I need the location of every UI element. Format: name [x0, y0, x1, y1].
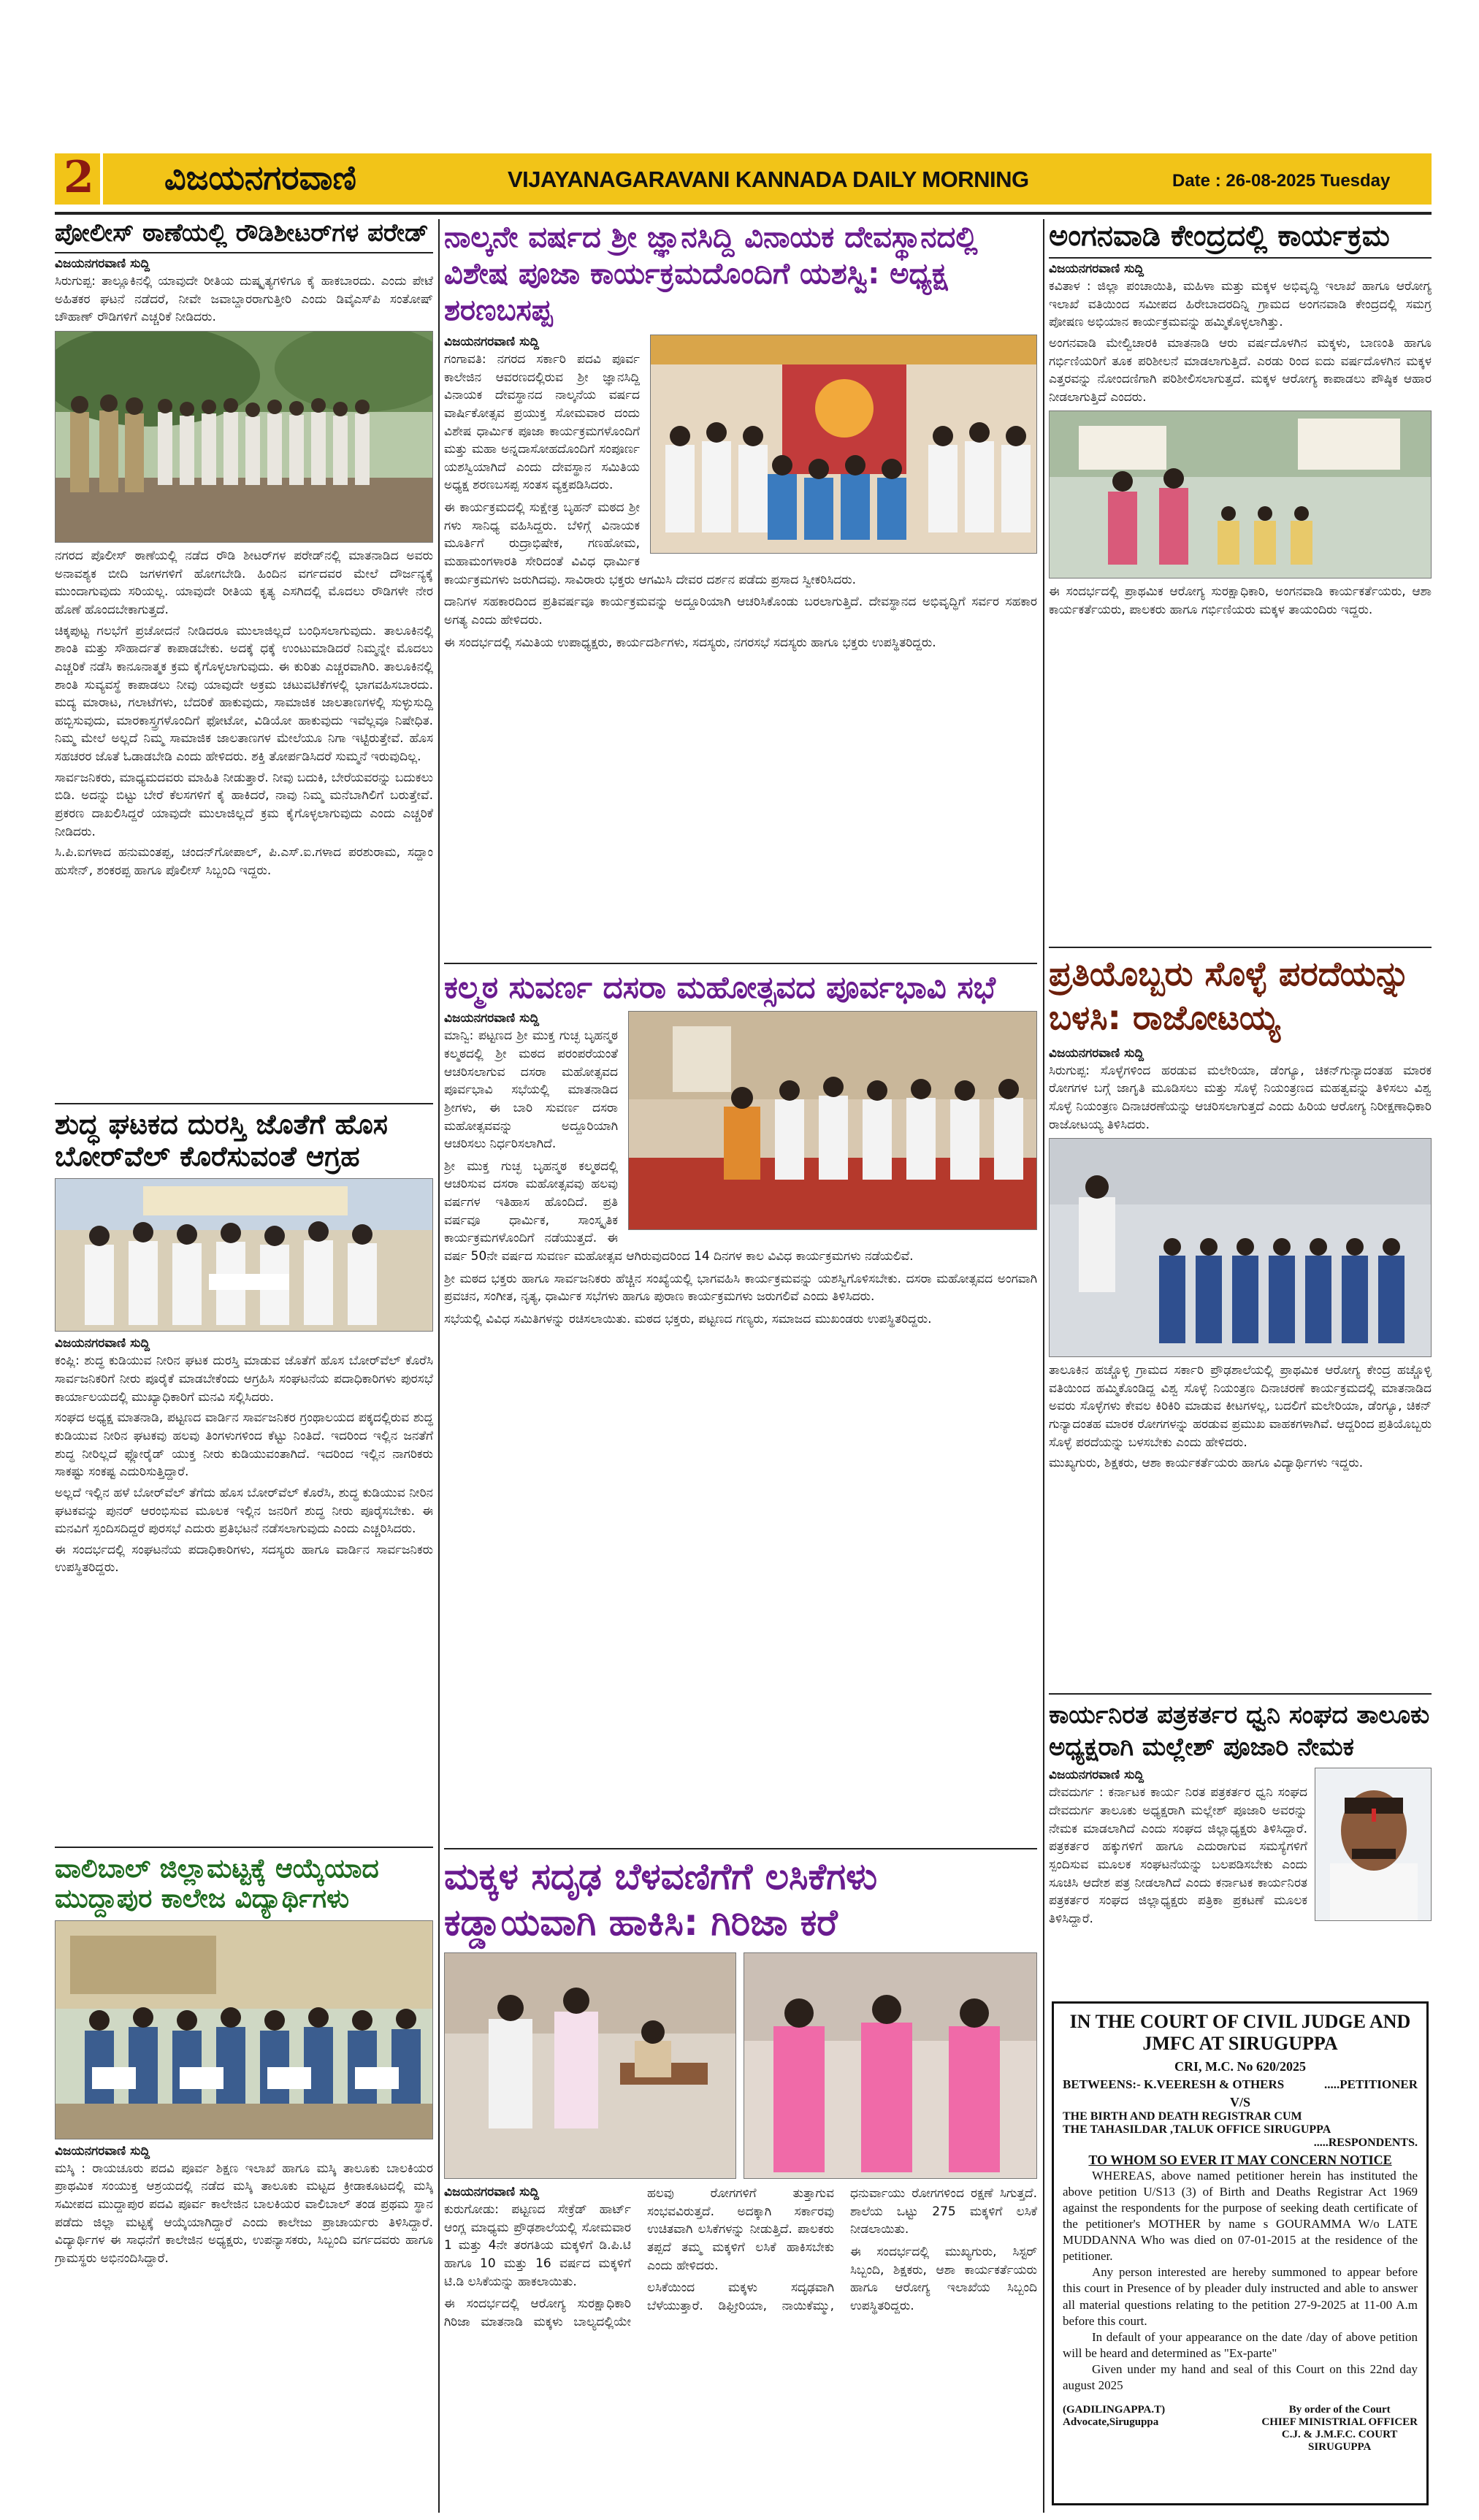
- headline-rule: [1049, 257, 1432, 259]
- headline-anganwadi: ಅಂಗನವಾಡಿ ಕೇಂದ್ರದಲ್ಲಿ ಕಾರ್ಯಕ್ರಮ: [1049, 219, 1390, 253]
- paragraph: ಸಭೆಯಲ್ಲಿ ವಿವಿಧ ಸಮಿತಿಗಳನ್ನು ರಚಿಸಲಾಯಿತು. ಮಠದ ಭಕ್ತರು, ಪಟ್ಟಣದ ಗಣ್ಯರು, ಸಮಾಜದ ಮುಖಂಡರು ಉಪಸ್ಥಿತರಿದ್ದರು.: [444, 1311, 932, 1326]
- photo-borewell-image: [56, 1179, 433, 1332]
- byline: ವಿಜಯನಗರವಾಣಿ ಸುದ್ದಿ: [55, 256, 150, 272]
- masthead-tagline: VIJAYANAGARAVANI KANNADA DAILY MORNING: [508, 167, 1029, 192]
- case-number: CRI, M.C. No 620/2025: [1174, 2058, 1306, 2074]
- article-dasara: [444, 970, 1037, 1847]
- photo-anganwadi-image: [1050, 411, 1432, 579]
- byline: ವಿಜಯನಗರವಾಣಿ ಸುದ್ದಿ: [444, 2185, 540, 2199]
- paragraph: ಸಿರುಗುಪ್ಪ: ಸೊಳ್ಳೆಗಳಿಂದ ಹರಡುವ ಮಲೇರಿಯಾ, ಡೆಂಗ್ಯೂ, ಚಿಕನ್‌ಗುನ್ಯಾದಂತಹ ಮಾರಕ ರೋಗಗಳ ಬಗ್ಗೆ ಜಾಗೃತಿ ಮೂಡಿಸಲು ಮತ್ತು ಸೊಳ್ಳೆ ನಿಯಂತ್ರಣದ ಮಹತ್ವವನ್ನು ತಿಳಿಸಲು ವಿಶ್ವ ಸೊಳ್ಳೆ ನಿಯಂತ್ರಣ ದಿನಾಚರಣೆಯನ್ನು ಆಚರಿಸಲಾಗುತ್ತದೆ ಎಂದು ಹಿರಿಯ ಆರೋಗ್ಯ ನಿರೀಕ್ಷಣಾಧಿಕಾರಿ ರಾಜೋಟಯ್ಯ ತಿಳಿಸಿದರು.: [1049, 1063, 1432, 1132]
- article-mosquito: [1049, 952, 1432, 1690]
- between-label: BETWEENS:-: [1063, 2077, 1141, 2091]
- photo-police-parade-image: [56, 332, 433, 543]
- notice-paragraph: Any person interested are hereby summoned to appear before this court in Presence of by pleader duly instructed and able to answer all material questions relating to the petition 27-9-2025 at 11-00 A.m before this court.: [1063, 2265, 1418, 2328]
- notice-paragraph: WHEREAS, above named petitioner herein has instituted the above petition U/S13 (3) of Birth and Deaths Registrar Act 1969 against the respondents for the purpose of seeking death certificate of the petitioner's MOTHER by name s GOURAMMA W/o LATE MUDDANNA Who was died on 07-01-2015 at the residence of the petitioner.: [1063, 2168, 1418, 2264]
- byline: ವಿಜಯನಗರವಾಣಿ ಸುದ್ದಿ: [55, 1336, 150, 1351]
- column-rule-left: [438, 219, 440, 2513]
- photo-borewell-memorandum: [55, 1178, 433, 1332]
- signature-block: [1063, 2404, 1418, 2454]
- photo-ganesha-puja: [650, 335, 1037, 554]
- paragraph: ಈ ಸಂದರ್ಭದಲ್ಲಿ ಪ್ರಾಥಮಿಕ ಆರೋಗ್ಯ ಸುರಕ್ಷಾಧಿಕಾರಿ, ಅಂಗನವಾಡಿ ಕಾರ್ಯಕರ್ತೆಯರು, ಆಶಾ ಕಾರ್ಯಕರ್ತೆಯರು, ಪಾಲಕರು ಹಾಗೂ ಗರ್ಭಿಣಿಯರು ಮಕ್ಕಳ ತಾಯಂದಿರು ಇದ್ದರು.: [1049, 584, 1432, 618]
- byline: ವಿಜಯನಗರವಾಣಿ ಸುದ್ದಿ: [55, 2143, 150, 2158]
- photo-dasara-meeting: [628, 1011, 1037, 1230]
- article-journalist: [1049, 1699, 1432, 1998]
- paragraph: ತಾಲೂಕಿನ ಹಚ್ಚೊಳ್ಳಿ ಗ್ರಾಮದ ಸರ್ಕಾರಿ ಪ್ರೌಢಶಾಲೆಯಲ್ಲಿ ಪ್ರಾಥಮಿಕ ಆರೋಗ್ಯ ಕೇಂದ್ರ ಹಚ್ಚೊಳ್ಳಿ ವತಿಯಿಂದ ಹಮ್ಮಿಕೊಂಡಿದ್ದ ವಿಶ್ವ ಸೊಳ್ಳೆ ನಿಯಂತ್ರಣ ದಿನಾಚರಣೆ ಕಾರ್ಯಕ್ರಮದಲ್ಲಿ ಮಾತನಾಡಿದ ಅವರು ಸೊಳ್ಳೆಗಳು ಕೇವಲ ಕಿರಿಕಿರಿ ಮಾಡುವ ಕೀಟಗಳಲ್ಲ, ಬದಲಿಗೆ ಮಲೇರಿಯಾ, ಡೆಂಗ್ಯೂ, ಚಿಕನ್ ಗುನ್ಯಾದಂತಹ ಮಾರಕ ರೋಗಗಳನ್ನು ಹರಡುವ ಪ್ರಮುಖ ವಾಹಕಗಳಾಗಿವೆ. ಆದ್ದರಿಂದ ಪ್ರತಿಯೊಬ್ಬರು ಸೊಳ್ಳೆ ಪರದೆಯನ್ನು ಬಳಸಬೇಕು ಎಂದು ಹೇಳಿದರು.: [1049, 1363, 1432, 1450]
- article-police: [55, 219, 433, 1096]
- photo-volleyball-image: [56, 1921, 433, 2139]
- order-block: [1261, 2404, 1418, 2454]
- paragraph: ಶ್ರೀ ಮುಕ್ತ ಗುಚ್ಛ ಬೃಹನ್ಮಠ ಕಲ್ಮಠದಲ್ಲಿ ಆಚರಿಸುವ ದಸರಾ ಮಹೋತ್ಸವವು ಹಲವು ವರ್ಷಗಳ ಇತಿಹಾಸ ಹೊಂದಿದೆ. ಪ್ರತಿ ವರ್ಷವೂ ಧಾರ್ಮಿಕ, ಸಾಂಸ್ಕೃತಿಕ ಕಾರ್ಯಕ್ರಮಗಳೊಂದಿಗೆ ನಡೆಯುತ್ತದೆ. ಈ ವರ್ಷ 50ನೇ ವರ್ಷದ ಸುವರ್ಣ ಮಹೋತ್ಸವ ಆಗಿರುವುದರಿಂದ 14 ದಿನಗಳ ಕಾಲ ವಿವಿಧ ಕಾರ್ಯಕ್ರಮಗಳು ನಡೆಯಲಿವೆ.: [444, 1158, 914, 1264]
- notice-heading: TO WHOM SO EVER IT MAY CONCERN NOTICE: [1088, 2152, 1392, 2167]
- headline-borewell: ಶುದ್ಧ ಘಟಕದ ದುರಸ್ತಿ ಜೊತೆಗೆ ಹೊಸ ಬೋರ್‌ವೆಲ್ ಕೊರೆಸುವಂತೆ ಆಗ್ರಹ: [55, 1109, 388, 1172]
- paragraph: ಲಸಿಕೆಯಿಂದ ಮಕ್ಕಳು ಸದೃಢವಾಗಿ ಬೆಳೆಯುತ್ತಾರೆ. ಡಿಫ್ತೀರಿಯಾ, ನಾಯಿಕೆಮ್ಮು, ಧನುರ್ವಾಯು ರೋಗಗಳಿಂದ ರಕ್ಷಣೆ ಸಿಗುತ್ತದೆ. ಶಾಲೆಯ ಒಟ್ಟು 275 ಮಕ್ಕಳಿಗೆ ಲಸಿಕೆ ನೀಡಲಾಯಿತು.: [647, 2186, 1037, 2313]
- paragraph: ಕುರುಗೋಡು: ಪಟ್ಟಣದ ಸೇಕ್ರೆಡ್ ಹಾರ್ಟ್ ಆಂಗ್ಲ ಮಾಧ್ಯಮ ಪ್ರೌಢಶಾಲೆಯಲ್ಲಿ ಸೋಮವಾರ 1 ಮತ್ತು 4ನೇ ತರಗತಿಯ ಮಕ್ಕಳಿಗೆ ಡಿ.ಪಿ.ಟಿ ಹಾಗೂ 10 ಮತ್ತು 16 ವರ್ಷದ ಮಕ್ಕಳಿಗೆ ಟಿ.ಡಿ ಲಸಿಕೆಯನ್ನು ಹಾಕಲಾಯಿತು.: [444, 2202, 631, 2289]
- paragraph: ಸಿ.ಪಿ.ಐಗಳಾದ ಹನುಮಂತಪ್ಪ, ಚಂದನ್‌ಗೋಪಾಲ್, ಪಿ.ಎಸ್.ಐ.ಗಳಾದ ಪರಶುರಾಮ, ಸದ್ದಾಂ ಹುಸೇನ್, ಶಂಕರಪ್ಪ ಹಾಗೂ ಪೊಲೀಸ್ ಸಿಬ್ಬಂದಿ ಇದ್ದರು.: [55, 845, 433, 878]
- paragraph: ಮಾನ್ವಿ: ಪಟ್ಟಣದ ಶ್ರೀ ಮುಕ್ತ ಗುಚ್ಛ ಬೃಹನ್ಮಠ ಕಲ್ಮಠದಲ್ಲಿ ಶ್ರೀ ಮಠದ ಪರಂಪರೆಯಂತೆ ಆಚರಿಸಲಾಗುವ ದಸರಾ ಮಹೋತ್ಸವದ ಪೂರ್ವಭಾವಿ ಸಭೆಯಲ್ಲಿ ಮಾತನಾಡಿದ ಶ್ರೀಗಳು, ಈ ಬಾರಿ ಸುವರ್ಣ ದಸರಾ ಮಹೋತ್ಸವವನ್ನು ಅದ್ದೂರಿಯಾಗಿ ಆಚರಿಸಲು ನಿರ್ಧರಿಸಲಾಗಿದೆ.: [444, 1028, 618, 1152]
- paragraph: ಈ ಸಂದರ್ಭದಲ್ಲಿ ಸಮಿತಿಯ ಉಪಾಧ್ಯಕ್ಷರು, ಕಾರ್ಯದರ್ಶಿಗಳು, ಸದಸ್ಯರು, ನಗರಸಭೆ ಸದಸ್ಯರು ಹಾಗೂ ಭಕ್ತರು ಉಪಸ್ಥಿತರಿದ್ದರು.: [444, 635, 936, 650]
- versus: V/S: [1229, 2094, 1250, 2109]
- photo-vaccine-nurses-image: [744, 1953, 1037, 2179]
- order-line: CHIEF MINISTRIAL OFFICER: [1261, 2416, 1418, 2429]
- order-line: By order of the Court: [1288, 2404, 1391, 2416]
- paragraph: ಸಂಘದ ಅಧ್ಯಕ್ಷ ಮಾತನಾಡಿ, ಪಟ್ಟಣದ ವಾರ್ಡಿನ ಸಾರ್ವಜನಿಕರ ಗ್ರಂಥಾಲಯದ ಪಕ್ಕದಲ್ಲಿರುವ ಶುದ್ಧ ಕುಡಿಯುವ ನೀರಿನ ಘಟಕವು ಹಲವು ತಿಂಗಳುಗಳಿಂದ ಕೆಟ್ಟು ನಿಂತಿದೆ. ಇದರಿಂದ ಇಲ್ಲಿನ ಜನತೆಗೆ ಶುದ್ಧ ನೀರಿಲ್ಲದೆ ಫ್ಲೋರೈಡ್ ಯುಕ್ತ ನೀರು ಕುಡಿಯುವಂತಾಗಿದೆ. ಇದರಿಂದ ಇಲ್ಲಿನ ನಾಗರಿಕರು ಸಾಕಷ್ಟು ಸಂಕಷ್ಟ ಎದುರಿಸುತ್ತಿದ್ದಾರೆ.: [55, 1410, 433, 1480]
- byline: ವಿಜಯನಗರವಾಣಿ ಸುದ್ದಿ: [1049, 1045, 1144, 1061]
- paragraph: ಮಸ್ಕಿ : ರಾಯಚೂರು ಪದವಿ ಪೂರ್ವ ಶಿಕ್ಷಣ ಇಲಾಖೆ ಹಾಗೂ ಮಸ್ಕಿ ತಾಲೂಕು ಬಾಲಕಿಯರ ಪ್ರಾಥಮಿಕ ಸಂಯುಕ್ತ ಆಶ್ರಯದಲ್ಲಿ ನಡೆದ ಮಸ್ಕಿ ತಾಲೂಕು ಮಟ್ಟದ ಕ್ರೀಡಾಕೂಟದಲ್ಲಿ ಮಸ್ಕಿ ಸಮೀಪದ ಮುದ್ದಾಪುರ ಪದವಿ ಪೂರ್ವ ಕಾಲೇಜಿನ ಬಾಲಕಿಯರ ವಾಲಿಬಾಲ್ ತಂಡ ಪ್ರಥಮ ಸ್ಥಾನ ಪಡೆದು ಜಿಲ್ಲಾ ಮಟ್ಟಕ್ಕೆ ಆಯ್ಕೆಯಾಗಿದ್ದಾರೆ ಎಂದು ಕಾಲೇಜು ಪ್ರಾಚಾರ್ಯರು ತಿಳಿಸಿದ್ದಾರೆ. ವಿದ್ಯಾರ್ಥಿಗಳ ಈ ಸಾಧನೆಗೆ ಕಾಲೇಜಿನ ಅಧ್ಯಕ್ಷರು, ಉಪನ್ಯಾಸಕರು, ಸಿಬ್ಬಂದಿ ವರ್ಗದವರು ಹಾಗೂ ಗ್ರಾಮಸ್ಥರು ಅಭಿನಂದಿಸಿದ್ದಾರೆ.: [55, 2161, 433, 2266]
- masthead-logo: ವಿಜಯನಗರವಾಣಿ: [164, 158, 356, 197]
- headline-journalist: ಕಾರ್ಯನಿರತ ಪತ್ರಕರ್ತರ ಧ್ವನಿ ಸಂಘದ ತಾಲೂಕು ಅಧ್ಯಕ್ಷರಾಗಿ ಮಲ್ಲೇಶ್ ಪೂಜಾರಿ ನೇಮಕ: [1049, 1700, 1430, 1763]
- paragraph: ಕಂಪ್ಲಿ: ಶುದ್ಧ ಕುಡಿಯುವ ನೀರಿನ ಘಟಕ ದುರಸ್ತಿ ಮಾಡುವ ಜೊತೆಗೆ ಹೊಸ ಬೋರ್‌ವೆಲ್ ಕೊರೆಸಿ ಸಾರ್ವಜನಿಕರಿಗೆ ನೀರು ಪೂರೈಕೆ ಮಾಡಬೇಕೆಂದು ಆಗ್ರಹಿಸಿ ಸಂಘಟನೆಯ ಪದಾಧಿಕಾರಿಗಳು ಪುರಸಭೆ ಕಾರ್ಯಾಲಯದಲ್ಲಿ ಮುಖ್ಯಾಧಿಕಾರಿಗೆ ಮನವಿ ಸಲ್ಲಿಸಿದರು.: [55, 1353, 433, 1405]
- photo-dasara-image: [629, 1012, 1037, 1230]
- section-divider: [55, 1103, 433, 1104]
- byline: ವಿಜಯನಗರವಾಣಿ ಸುದ್ದಿ: [1049, 1768, 1144, 1783]
- petitioner-label: .....PETITIONER: [1324, 2077, 1418, 2091]
- photo-anganwadi: [1049, 411, 1432, 579]
- paragraph: ಶ್ರೀ ಮಠದ ಭಕ್ತರು ಹಾಗೂ ಸಾರ್ವಜನಿಕರು ಹೆಚ್ಚಿನ ಸಂಖ್ಯೆಯಲ್ಲಿ ಭಾಗವಹಿಸಿ ಕಾರ್ಯಕ್ರಮವನ್ನು ಯಶಸ್ವಿಗೊಳಿಸಬೇಕು. ದಸರಾ ಮಹೋತ್ಸವದ ಅಂಗವಾಗಿ ಪ್ರವಚನ, ಸಂಗೀತ, ನೃತ್ಯ, ಧಾರ್ಮಿಕ ಸಭೆಗಳು ಹಾಗೂ ಪುರಾಣ ಕಾರ್ಯಕ್ರಮಗಳು ಜರುಗಲಿವೆ ಎಂದು ತಿಳಿಸಿದರು.: [444, 1271, 1037, 1305]
- vaccine-body: [444, 2185, 1037, 2331]
- respondent-label: .....RESPONDENTS.: [1313, 2136, 1418, 2149]
- section-divider: [55, 1847, 433, 1848]
- paragraph: ಸಿರುಗುಪ್ಪ: ತಾಲ್ಲೂಕಿನಲ್ಲಿ ಯಾವುದೇ ರೀತಿಯ ದುಷ್ಕೃತ್ಯಗಳಿಗೂ ಕೈ ಹಾಕಬಾರದು. ಎಂದು ಪೇಟೆ ಅಹಿತಕರ ಘಟನೆ ನಡೆದರೆ, ನೀವೇ ಜವಾಬ್ದಾರರಾಗುತ್ತೀರಿ ಎಂದು ಡಿವೈಎಸ್‌ಪಿ ಸಂತೋಷ್ ಚೌಹಾಣ್ ರೌಡಿಗಳಿಗೆ ಎಚ್ಚರಿಕೆ ನೀಡಿದರು.: [55, 274, 433, 325]
- photo-vaccine-school: [444, 1952, 736, 2179]
- photo-police-parade: [55, 331, 433, 543]
- article-volleyball: [55, 1854, 433, 2511]
- paragraph: ಅಲ್ಲದೆ ಇಲ್ಲಿನ ಹಳೆ ಬೋರ್‌ವೆಲ್ ತೆಗೆದು ಹೊಸ ಬೋರ್‌ವೆಲ್ ಕೊರೆಸಿ, ಶುದ್ಧ ಕುಡಿಯುವ ನೀರಿನ ಘಟಕವನ್ನು ಪುನರ್ ಆರಂಭಿಸುವ ಮೂಲಕ ಇಲ್ಲಿನ ಜನರಿಗೆ ಶುದ್ಧ ನೀರು ಪೂರೈಸಬೇಕು. ಈ ಮನವಿಗೆ ಸ್ಪಂದಿಸದಿದ್ದರೆ ಪುರಸಭೆ ಎದುರು ಪ್ರತಿಭಟನೆ ನಡೆಸಲಾಗುವುದು ಎಂದು ಎಚ್ಚರಿಸಿದರು.: [55, 1485, 433, 1537]
- photo-vaccine-school-image: [445, 1953, 736, 2179]
- article-anganwadi: [1049, 219, 1432, 942]
- paragraph: ಮುಖ್ಯಗುರು, ಶಿಕ್ಷಕರು, ಆಶಾ ಕಾರ್ಯಕರ್ತೆಯರು ಹಾಗೂ ವಿದ್ಯಾರ್ಥಿಗಳು ಇದ್ದರು.: [1049, 1456, 1364, 1471]
- paragraph: ಗಂಗಾವತಿ: ನಗರದ ಸರ್ಕಾರಿ ಪದವಿ ಪೂರ್ವ ಕಾಲೇಜಿನ ಆವರಣದಲ್ಲಿರುವ ಶ್ರೀ ಜ್ಞಾನಸಿದ್ದಿ ವಿನಾಯಕ ದೇವಸ್ಥಾನದ ನಾಲ್ಕನೆಯ ವರ್ಷದ ವಾರ್ಷಿಕೋತ್ಸವ ಪ್ರಯುಕ್ತ ಸೋಮವಾರ ದಂದು ವಿಶೇಷ ಧಾರ್ಮಿಕ ಪೂಜಾ ಕಾರ್ಯಕ್ರಮಗಳೊಂದಿಗೆ ಮತ್ತು ಮಹಾ ಅನ್ನದಾಸೋಹದೊಂದಿಗೆ ಸಂಪೂರ್ಣ ಯಶಸ್ವಿಯಾಗಿದೆ ಎಂದು ದೇವಸ್ಥಾನ ಸಮಿತಿಯ ಅಧ್ಯಕ್ಷ ಶರಣಬಸಪ್ಪ ಸಂತಸ ವ್ಯಕ್ತಪಡಿಸಿದರು.: [444, 352, 640, 493]
- headline-mosquito: ಪ್ರತಿಯೊಬ್ಬರು ಸೊಳ್ಳೆ ಪರದೆಯನ್ನು ಬಳಸಿ: ರಾಜೋಟಯ್ಯ: [1049, 954, 1410, 1037]
- headline-dasara: ಕಲ್ಮಠ ಸುವರ್ಣ ದಸರಾ ಮಹೋತ್ಸವದ ಪೂರ್ವಭಾವಿ ಸಭೆ: [444, 970, 996, 1005]
- portrait-image: [1315, 1768, 1432, 1921]
- byline: ವಿಜಯನಗರವಾಣಿ ಸುದ್ದಿ: [1049, 261, 1144, 276]
- advocate-name: (GADILINGAPPA.T): [1063, 2404, 1166, 2416]
- photo-vaccine-nurses: [744, 1952, 1037, 2179]
- paragraph: ನಗರದ ಪೊಲೀಸ್ ಠಾಣೆಯಲ್ಲಿ ನಡೆದ ರೌಡಿ ಶೀಟರ್‌ಗಳ ಪರೇಡ್‌ನಲ್ಲಿ ಮಾತನಾಡಿದ ಅವರು ಅನಾವಶ್ಯಕ ಬೀದಿ ಜಗಳಗಳಿಗೆ ಹೋಗಬೇಡಿ. ಹಿಂದಿನ ವರ್ಗದವರ ಮೇಲೆ ದೌರ್ಜನ್ಯಕ್ಕೆ ಮುಂದಾಗುವುದು ಸರಿಯಲ್ಲ. ಯಾವುದೇ ರೀತಿಯ ಕೃತ್ಯ ಎಸಗಿದಲ್ಲಿ ಮೊದಲು ರೌಡಿಗಳೇ ನೇರ ಹೊಣೆ ಹೊಂದಬೇಕಾಗುತ್ತದೆ.: [55, 549, 433, 617]
- paragraph: ದೇವದುರ್ಗ : ಕರ್ನಾಟಕ ಕಾರ್ಯ ನಿರತ ಪತ್ರಕರ್ತರ ಧ್ವನಿ ಸಂಘದ ದೇವದುರ್ಗ ತಾಲೂಕು ಅಧ್ಯಕ್ಷರಾಗಿ ಮಲ್ಲೇಶ್ ಪೂಜಾರಿ ಅವರನ್ನು ನೇಮಕ ಮಾಡಲಾಗಿದೆ ಎಂದು ಸಂಘದ ಜಿಲ್ಲಾಧ್ಯಕ್ಷರು ತಿಳಿಸಿದ್ದಾರೆ. ಪತ್ರಕರ್ತರ ಹಕ್ಕುಗಳಿಗೆ ಹಾಗೂ ಎದುರಾಗುವ ಸಮಸ್ಯೆಗಳಿಗೆ ಸ್ಪಂದಿಸುವ ಮೂಲಕ ಸಂಘಟನೆಯನ್ನು ಬಲಪಡಿಸಬೇಕು ಎಂದು ಸೂಚಿಸಿ ಆದೇಶ ಪತ್ರ ನೀಡಲಾಗಿದೆ ಎಂದು ಕರ್ನಾಟಕ ಕಾರ್ಯನಿರತ ಪತ್ರಕರ್ತರ ಸಂಘದ ಜಿಲ್ಲಾಧ್ಯಕ್ಷರು ಪತ್ರಿಕಾ ಪ್ರಕಟಣೆ ಮೂಲಕ ತಿಳಿಸಿದ್ದಾರೆ.: [1049, 1785, 1307, 1926]
- masthead: [55, 153, 1432, 205]
- paragraph: ಚಿಕ್ಕಪುಟ್ಟ ಗಲಭೆಗೆ ಪ್ರಚೋದನೆ ನೀಡಿದರೂ ಮುಲಾಜಿಲ್ಲದೆ ಬಂಧಿಸಲಾಗುವುದು. ತಾಲೂಕಿನಲ್ಲಿ ಶಾಂತಿ ಮತ್ತು ಸೌಹಾರ್ದತೆ ಕಾಪಾಡಬೇಕು. ಅದಕ್ಕೆ ಧಕ್ಕೆ ಉಂಟುಮಾಡಿದರೆ ನಿಮ್ಮನ್ನೇ ಮೊದಲು ಎಚ್ಚರಿಕೆ ನಡೆಸಿ ಕಾನೂನಾತ್ಮಕ ಕ್ರಮ ಕೈಗೊಳ್ಳಲಾಗುವುದು. ಈ ಕುರಿತು ಎಚ್ಚರವಾಗಿರಿ. ತಾಲೂಕಿನಲ್ಲಿ ಶಾಂತಿ ಸುವ್ಯವಸ್ಥೆ ಕಾಪಾಡಲು ನೀವು ಯಾವುದೇ ಅಕ್ರಮ ಚಟುವಟಿಕೆಗಳಲ್ಲಿ ಭಾಗವಹಿಸಬಾರದು. ಮದ್ಯ ಮಾರಾಟ, ಗಲಾಟೆಗಳು, ಬೆದರಿಕೆ ಹಾಕುವುದು, ಸಾಮಾಜಿಕ ಜಾಲತಾಣಗಳಲ್ಲಿ ಸುಳ್ಳುಸುದ್ದಿ ಹಬ್ಬಿಸುವುದು, ಮಾರಕಾಸ್ತ್ರಗಳೊಂದಿಗೆ ಫೋಟೋ, ವಿಡಿಯೋ ಹಾಕುವುದು ಇವೆಲ್ಲವೂ ನಿಷೇಧಿತ. ನಿಮ್ಮ ಮೇಲೆ ಅಲ್ಲದೆ ನಿಮ್ಮ ಸಾಮಾಜಿಕ ಜಾಲತಾಣಗಳ ಮೇಲೆಯೂ ನಿಗಾ ಇಟ್ಟಿರುತ್ತೇವೆ. ಹೊಸ ಸಹಚರರ ಜೊತೆ ಓಡಾಡಬೇಡಿ ಎಂದು ಹೇಳಿದರು. ಶಕ್ತಿ ತೋರ್ಪಡಿಸಿದರೆ ಸುಮ್ಮನೆ ಇರುವುದಿಲ್ಲ.: [55, 623, 433, 765]
- headline-rule: [55, 252, 433, 253]
- photo-mosquito-school: [1049, 1138, 1432, 1357]
- masthead-underline: [55, 212, 1432, 215]
- photo-ganesha-image: [651, 335, 1037, 554]
- paragraph: ಸಾರ್ವಜನಿಕರು, ಮಾಧ್ಯಮದವರು ಮಾಹಿತಿ ನೀಡುತ್ತಾರೆ. ನೀವು ಬದುಕಿ, ಬೇರೆಯವರನ್ನು ಬದುಕಲು ಬಿಡಿ. ಅದನ್ನು ಬಿಟ್ಟು ಬೇರೆ ಕೆಲಸಗಳಿಗೆ ಕೈ ಹಾಕಿದರೆ, ನಾವು ನಿಮ್ಮ ಮನೆಬಾಗಿಲಿಗೆ ಬರುತ್ತೇವೆ. ಪ್ರಕರಣ ದಾಖಲಿಸಿದ್ದರೆ ಯಾವುದೇ ಮುಲಾಜಿಲ್ಲದೆ ಕ್ರಮ ಕೈಗೊಳ್ಳಲಾಗುವುದು ಎಂದು ಎಚ್ಚರಿಕೆ ನೀಡಿದರು.: [55, 770, 433, 839]
- court-title: IN THE COURT OF CIVIL JUDGE AND JMFC AT SIRUGUPPA: [1069, 2011, 1411, 2054]
- photo-mosquito-image: [1050, 1139, 1432, 1357]
- paragraph: ಈ ಕಾರ್ಯಕ್ರಮದಲ್ಲಿ ಸುಕ್ಷೇತ್ರ ಬೃಹನ್ ಮಠದ ಶ್ರೀ ಗಳು ಸಾನಿಧ್ಯ ವಹಿಸಿದ್ದರು. ಬೆಳಿಗ್ಗೆ ವಿನಾಯಕ ಮೂರ್ತಿಗೆ ರುದ್ರಾಭಿಷೇಕ, ಗಣಹೋಮ, ಮಹಾಮಂಗಳಾರತಿ ಸೇರಿದಂತೆ ವಿವಿಧ ಧಾರ್ಮಿಕ ಕಾರ್ಯಕ್ರಮಗಳು ಜರುಗಿದವು. ಸಾವಿರಾರು ಭಕ್ತರು ಆಗಮಿಸಿ ದೇವರ ದರ್ಶನ ಪಡೆದು ಪ್ರಸಾದ ಸ್ವೀಕರಿಸಿದರು.: [444, 500, 857, 587]
- headline-police: ಪೋಲೀಸ್ ಠಾಣೆಯಲ್ಲಿ ರೌಡಿಶೀಟರ್‌ಗಳ ಪರೇಡ್: [55, 219, 429, 248]
- section-divider: [1049, 1693, 1432, 1695]
- paragraph: ಈ ಸಂದರ್ಭದಲ್ಲಿ ಮುಖ್ಯಗುರು, ಸಿಸ್ಟರ್ ಸಿಬ್ಬಂದಿ, ಶಿಕ್ಷಕರು, ಆಶಾ ಕಾರ್ಯಕರ್ತೆಯರು ಹಾಗೂ ಆರೋಗ್ಯ ಇಲಾಖೆಯ ಸಿಬ್ಬಂದಿ ಉಪಸ್ಥಿತರಿದ್ದರು.: [850, 2244, 1037, 2313]
- paragraph: ದಾನಿಗಳ ಸಹಕಾರದಿಂದ ಪ್ರತಿವರ್ಷವೂ ಕಾರ್ಯಕ್ರಮವನ್ನು ಅದ್ದೂರಿಯಾಗಿ ಆಚರಿಸಿಕೊಂಡು ಬರಲಾಗುತ್ತಿದೆ. ದೇವಸ್ಥಾನದ ಅಭಿವೃದ್ಧಿಗೆ ಸರ್ವರ ಸಹಕಾರ ಅಗತ್ಯ ಎಂದು ಹೇಳಿದರು.: [444, 595, 1037, 627]
- page-number: 2: [64, 152, 94, 203]
- respondent-line-2: THE TAHASILDAR ,TALUK OFFICE SIRUGUPPA: [1063, 2123, 1331, 2136]
- photo-volleyball-team: [55, 1920, 433, 2139]
- page-number-badge: [55, 153, 100, 205]
- order-line: SIRUGUPPA: [1307, 2441, 1372, 2454]
- notice-paragraph: Given under my hand and seal of this Court on this 22nd day august 2025: [1063, 2361, 1418, 2392]
- column-rule-right: [1043, 219, 1044, 2513]
- advocate-block: [1063, 2404, 1165, 2454]
- petitioner-line: [1063, 2077, 1418, 2092]
- court-notice: [1052, 2001, 1429, 2505]
- headline-volleyball: ವಾಲಿಬಾಲ್ ಜಿಲ್ಲಾಮಟ್ಟಕ್ಕೆ ಆಯ್ಕೆಯಾದ ಮುದ್ದಾಪುರ ಕಾಲೇಜ ವಿದ್ಯಾರ್ಥಿಗಳು: [55, 1854, 379, 1914]
- masthead-date: Date : 26-08-2025 Tuesday: [1172, 171, 1391, 191]
- headline-ganesha: ನಾಲ್ಕನೇ ವರ್ಷದ ಶ್ರೀ ಜ್ಞಾನಸಿದ್ದಿ ವಿನಾಯಕ ದೇವಸ್ಥಾನದಲ್ಲಿ ವಿಶೇಷ ಪೂಜಾ ಕಾರ್ಯಕ್ರಮದೊಂದಿಗೆ ಯಶಸ್ವಿ: ಅಧ್ಯಕ್ಷ ಶರಣಬಸಪ್ಪ: [444, 221, 978, 327]
- section-divider: [1049, 947, 1432, 948]
- section-divider: [444, 1848, 1037, 1849]
- paragraph: ಈ ಸಂದರ್ಭದಲ್ಲಿ ಆರೋಗ್ಯ ಸುರಕ್ಷಾಧಿಕಾರಿ ಗಿರಿಜಾ ಮಾತನಾಡಿ ಮಕ್ಕಳು ಬಾಲ್ಯದಲ್ಲಿಯೇ ಹಲವು ರೋಗಗಳಿಗೆ ತುತ್ತಾಗುವ ಸಂಭವವಿರುತ್ತದೆ. ಅದಕ್ಕಾಗಿ ಸರ್ಕಾರವು ಉಚಿತವಾಗಿ ಲಸಿಕೆಗಳನ್ನು ನೀಡುತ್ತಿದೆ. ಪಾಲಕರು ತಪ್ಪದೆ ತಮ್ಮ ಮಕ್ಕಳಿಗೆ ಲಸಿಕೆ ಹಾಕಿಸಬೇಕು ಎಂದು ಹೇಳಿದರು.: [444, 2186, 834, 2329]
- paragraph: ಕವಿತಾಳ : ಜಿಲ್ಲಾ ಪಂಚಾಯಿತಿ, ಮಹಿಳಾ ಮತ್ತು ಮಕ್ಕಳ ಅಭಿವೃದ್ಧಿ ಇಲಾಖೆ ಹಾಗೂ ಆರೋಗ್ಯ ಇಲಾಖೆ ವತಿಯಿಂದ ಸಮೀಪದ ಹಿರೇಬಾದರದಿನ್ನಿ ಗ್ರಾಮದ ಅಂಗನವಾಡಿ ಕೇಂದ್ರದಲ್ಲಿ ಸಮಗ್ರ ಪೋಷಣ ಅಭಿಯಾನ ಕಾರ್ಯಕ್ರಮವನ್ನು ಹಮ್ಮಿಕೊಳ್ಳಲಾಗಿತ್ತು.: [1049, 279, 1432, 330]
- article-ganesha: [444, 219, 1037, 961]
- photo-mallesh-poojari: [1315, 1768, 1432, 1921]
- article-vaccine: [444, 1854, 1037, 2511]
- byline: ವಿಜಯನಗರವಾಣಿ ಸುದ್ದಿ: [444, 335, 540, 349]
- paragraph: ಈ ಸಂದರ್ಭದಲ್ಲಿ ಸಂಘಟನೆಯ ಪದಾಧಿಕಾರಿಗಳು, ಸದಸ್ಯರು ಹಾಗೂ ವಾರ್ಡಿನ ಸಾರ್ವಜನಿಕರು ಉಪಸ್ಥಿತರಿದ್ದರು.: [55, 1542, 433, 1576]
- advocate-place: Advocate,Siruguppa: [1063, 2416, 1159, 2429]
- article-borewell: [55, 1109, 433, 1839]
- paragraph: ಅಂಗನವಾಡಿ ಮೇಲ್ವಿಚಾರಕಿ ಮಾತನಾಡಿ ಆರು ವರ್ಷದೊಳಗಿನ ಮಕ್ಕಳು, ಬಾಣಂತಿ ಹಾಗೂ ಗರ್ಭಿಣಿಯರಿಗೆ ತೂಕ ಪರಿಶೀಲನೆ ಮಾಡಲಾಗುತ್ತಿದೆ. ಎರಡು ರಿಂದ ಐದು ವರ್ಷದೊಳಗಿನ ಮಕ್ಕಳ ಎತ್ತರವನ್ನು ನೋಂದಣಿಗಾಗಿ ಪರಿಶೀಲಿಸಲಾಗುತ್ತದೆ. ಮಕ್ಕಳ ಆರೋಗ್ಯ ಕಾಪಾಡಲು ಪೌಷ್ಠಿಕ ಆಹಾರ ನೀಡಲಾಗುತ್ತಿದೆ ಎಂದರು.: [1049, 335, 1432, 405]
- respondent-line-1: THE BIRTH AND DEATH REGISTRAR CUM: [1063, 2109, 1302, 2123]
- notice-paragraph: In default of your appearance on the date /day of above petition will be heard and determined as "Ex-parte": [1063, 2329, 1418, 2360]
- headline-vaccine: ಮಕ್ಕಳ ಸದೃಢ ಬೆಳವಣಿಗೆಗೆ ಲಸಿಕೆಗಳು ಕಡ್ಡಾಯವಾಗಿ ಹಾಕಿಸಿ: ಗಿರಿಜಾ ಕರೆ: [444, 1855, 878, 1944]
- section-divider: [444, 963, 1037, 964]
- byline: ವಿಜಯನಗರವಾಣಿ ಸುದ್ದಿ: [444, 1011, 540, 1026]
- petitioner-name: K.VEERESH & OTHERS: [1144, 2077, 1285, 2091]
- order-line: C.J. & J.M.F.C. COURT: [1281, 2429, 1398, 2441]
